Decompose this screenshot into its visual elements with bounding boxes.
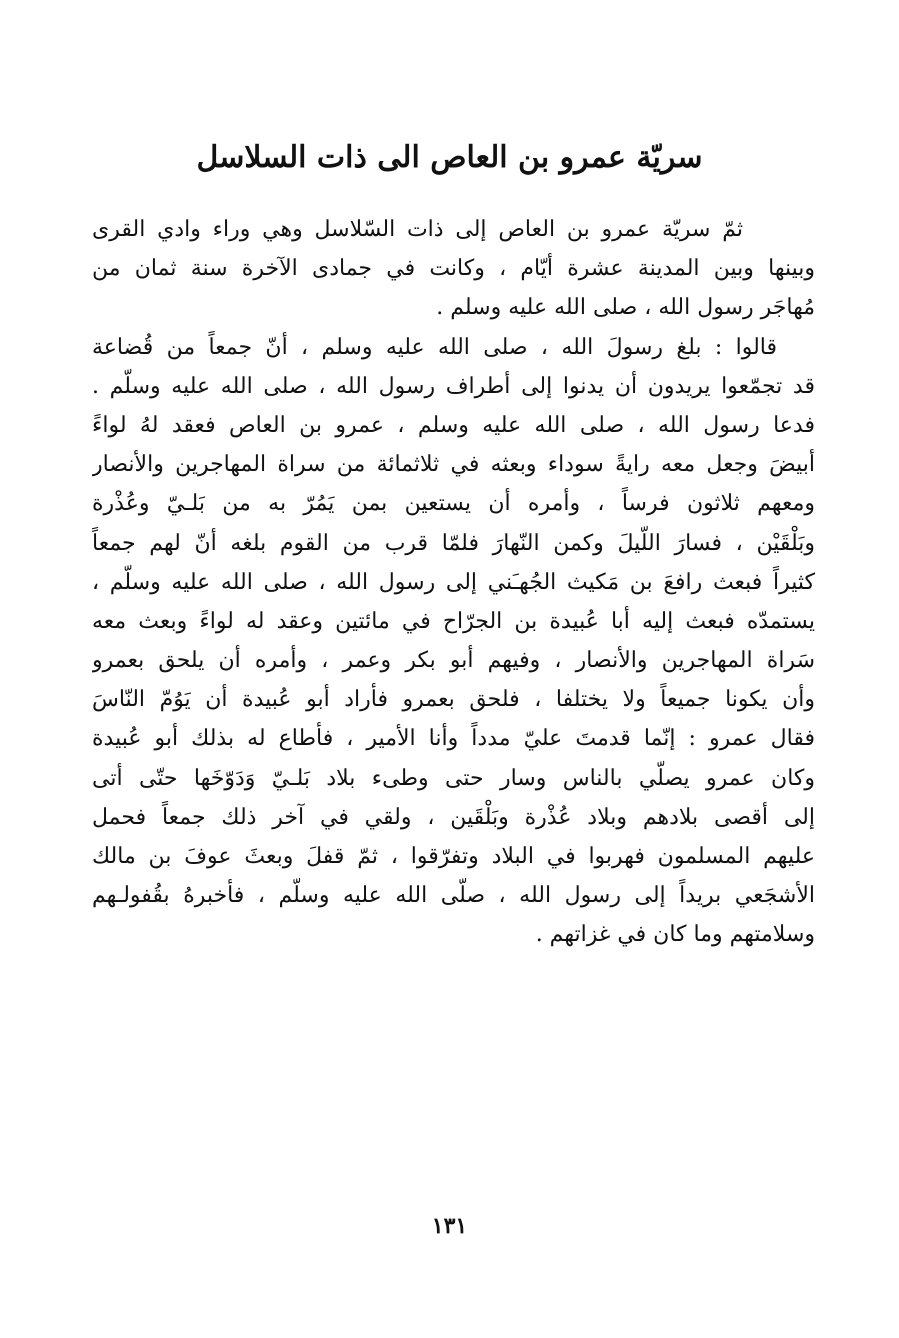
text-line: وسلامتهم وما كان في غزاتهم . bbox=[535, 922, 815, 948]
page-number: ١٣١ bbox=[431, 1213, 468, 1239]
text-line: وبينها وبين المدينة عشرة أيّام ، وكانت في جمادى الآخرة سنة ثمان من bbox=[92, 256, 815, 282]
text-line: فقال عمرو : إنّما قدمتَ عليّ مدداً وأنا الأمير ، فأطاع له بذلك أبو عُبيدة bbox=[92, 726, 815, 752]
text-line: فدعا رسول الله ، صلى الله عليه وسلم ، عمرو بن العاص فعقد لهُ لواءً bbox=[92, 412, 815, 438]
text-line: سَراة المهاجرين والأنصار ، وفيهم أبو بكر وعمر ، وأمره أن يلحق بعمرو bbox=[92, 648, 815, 674]
text-line: إلى أقصى بلادهم وبلاد عُذْرة وبَلْقَين ، ولقي في آخر ذلك جمعاً فحمل bbox=[92, 804, 815, 830]
text-line: قد تجمّعوا يريدون أن يدنوا إلى أطراف رسول الله ، صلى الله عليه وسلّم . bbox=[92, 373, 815, 399]
text-line: ثمّ سريّة عمرو بن العاص إلى ذات السّلاسل وهي وراء وادي القرى bbox=[92, 217, 743, 242]
text-line: كثيراً فبعث رافعَ بن مَكيث الجُهـَني إلى رسول الله ، صلى الله عليه وسلّم ، bbox=[92, 569, 815, 595]
body-text bbox=[92, 210, 815, 955]
text-line: عليهم المسلمون فهربوا في البلاد وتفرّقوا ، ثمّ قفلَ وبعثَ عوفَ بن مالك bbox=[92, 844, 815, 869]
text-line: وبَلْقَيْن ، فسارَ اللّيلَ وكمن النّهارَ فلمّا قرب من القوم بلغه أنّ لهم جمعاً bbox=[92, 530, 815, 556]
text-line: وكان عمرو يصلّي بالناس وسار حتى وطىء بلاد بَلـيّ وَدَوّخَها حتّى أتى bbox=[92, 765, 815, 791]
text-line: وأن يكونا جميعاً ولا يختلفا ، فلحق بعمرو فأراد أبو عُبيدة أن يَوُمّ النّاسَ bbox=[92, 687, 815, 713]
text-line: يستمدّه فبعث إليه أبا عُبيدة بن الجرّاح في مائتين وعقد له لواءً وبعث معه bbox=[92, 608, 815, 634]
text-line: ومعهم ثلاثون فرساً ، وأمره أن يستعين بمن يَمُرّ به من بَلـيّ وعُذْرة bbox=[92, 491, 815, 517]
chapter-title: سريّة عمرو بن العاص الى ذات السلاسل bbox=[196, 140, 703, 175]
text-line: قالوا : بلغ رسولَ الله ، صلى الله عليه وسلم ، أنّ جمعاً من قُضاعة bbox=[92, 334, 777, 360]
text-line: مُهاجَر رسول الله ، صلى الله عليه وسلم . bbox=[436, 295, 815, 321]
text-line: أبيضَ وجعل معه رايةً سوداء وبعثه في ثلاثمائة من سراة المهاجرين والأنصار bbox=[92, 452, 815, 478]
text-line: الأشجَعي بريداً إلى رسول الله ، صلّى الله عليه وسلّم ، فأخبرهُ بقُفولـهم bbox=[92, 883, 815, 909]
